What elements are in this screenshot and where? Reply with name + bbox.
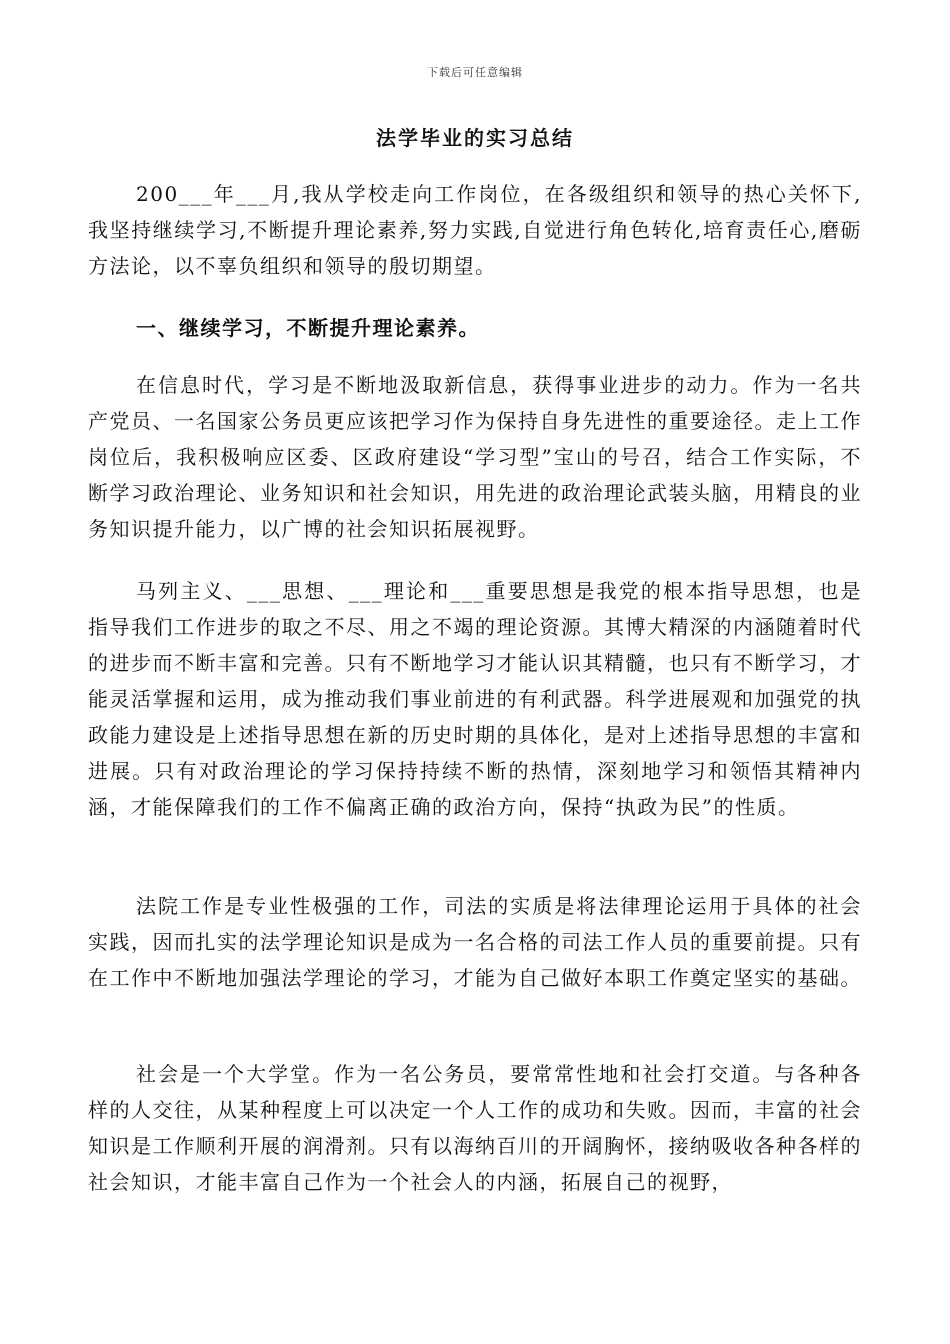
paragraph-court-work: 法院工作是专业性极强的工作，司法的实质是将法律理论运用于具体的社会实践，因而扎实的法学理论知识是成为一名合格的司法工作人员的重要前提。只有在工作中不断地加强法学理论的学习，才能为自己做好本职工作奠定坚实的基础。 <box>88 894 862 990</box>
paragraph-society: 社会是一个大学堂。作为一名公务员，要常常性地和社会打交道。与各种各样的人交往，从某种程度上可以决定一个人工作的成功和失败。因而，丰富的社会知识是工作顺利开展的润滑剂。只有以海纳百川的开阔胸怀，接纳吸收各种各样的社会知识，才能丰富自己作为一个社会人的内涵，拓展自己的视野， <box>88 1062 862 1194</box>
section-heading-1: 一、继续学习，不断提升理论素养。 <box>136 316 480 340</box>
paragraph-guiding-thought: 马列主义、___思想、___理论和___重要思想是我党的根本指导思想，也是指导我们工作进步的取之不尽、用之不竭的理论资源。其博大精深的内涵随着时代的进步而不断丰富和完善。只有不断地学习才能认识其精髓，也只有不断学习，才能灵活掌握和运用，成为推动我们事业前进的有利武器。科学进展观和加强党的执政能力建设是上述指导思想在新的历史时期的具体化，是对上述指导思想的丰富和进展。只有对政治理论的学习保持持续不断的热情，深刻地学习和领悟其精神内涵，才能保障我们的工作不偏离正确的政治方向，保持“执政为民”的性质。 <box>88 579 862 819</box>
paragraph-intro: 200___年___月,我从学校走向工作岗位，在各级组织和领导的热心关怀下,我坚持继续学习,不断提升理论素养,努力实践,自觉进行角色转化,培育责任心,磨砺方法论，以不辜负组织和领导的殷切期望。 <box>88 182 862 278</box>
header-note: 下载后可任意编辑 <box>427 66 523 79</box>
document-title: 法学毕业的实习总结 <box>376 126 574 150</box>
paragraph-information-age: 在信息时代，学习是不断地汲取新信息，获得事业进步的动力。作为一名共产党员、一名国家公务员更应该把学习作为保持自身先进性的重要途径。走上工作岗位后，我积极响应区委、区政府建设“学习型”宝山的号召，结合工作实际，不断学习政治理论、业务知识和社会知识，用先进的政治理论武装头脑，用精良的业务知识提升能力，以广博的社会知识拓展视野。 <box>88 373 862 541</box>
